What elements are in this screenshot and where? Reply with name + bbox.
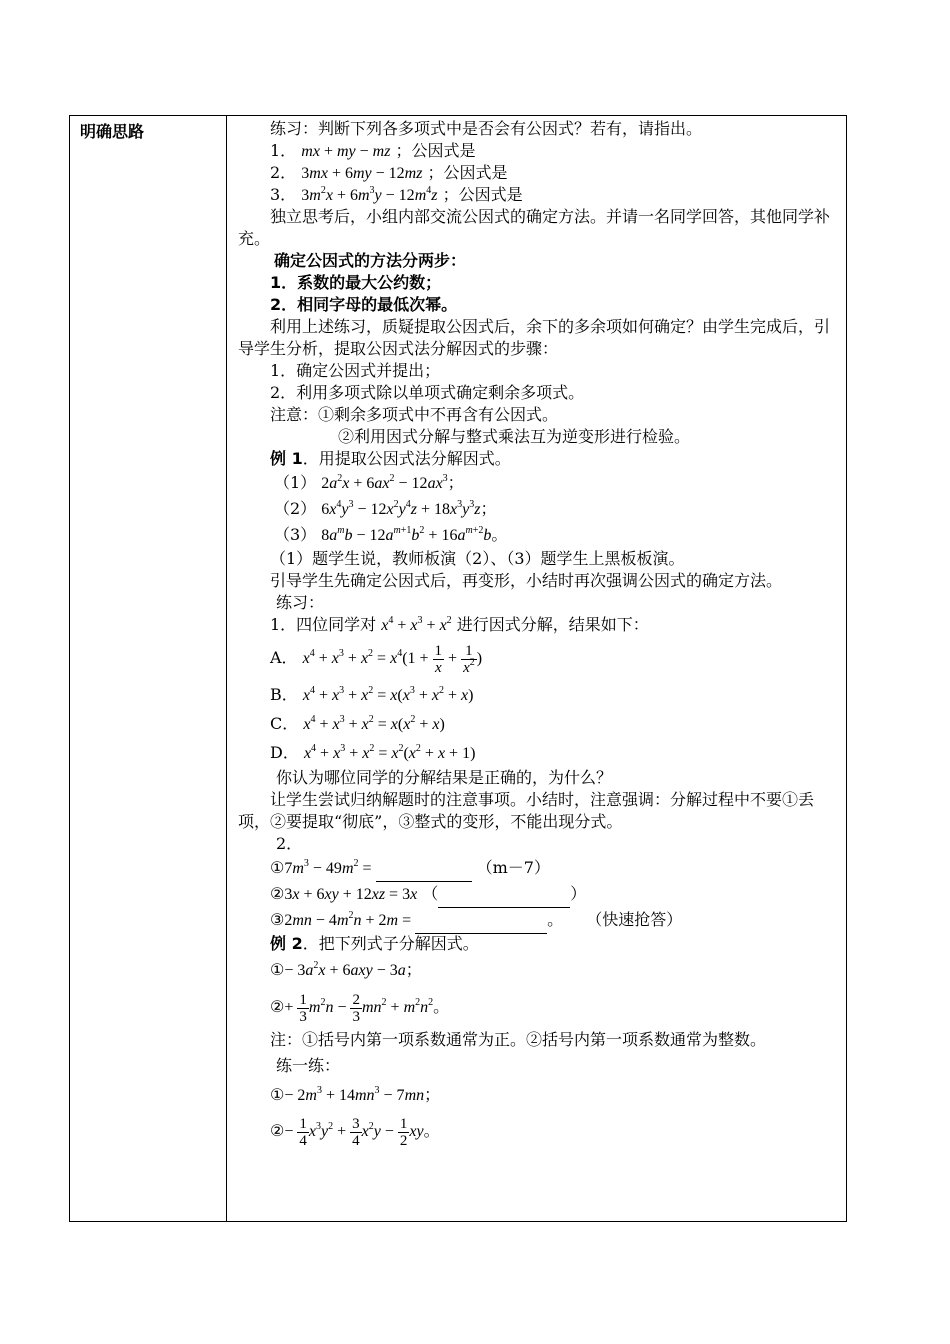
drill-item-2: ②− $\frac{1}{4}$ $x^3y^2$ + $\frac{3}{4}$ $x^2y$ − $\frac{1}{2}$ xy。 bbox=[270, 1115, 440, 1149]
example1-guide: 引导学生先确定公因式后，再变形，小结时再次强调公因式的确定方法。 bbox=[270, 571, 783, 590]
example1-item-1: （1） $2a^2x + 6ax^2 - 12ax^3$； bbox=[274, 473, 464, 492]
lesson-table bbox=[69, 115, 847, 1222]
example1-item-3: （3） $8a^mb - 12a^{m+1}b^2 + 16a^{m+2}b$。 bbox=[274, 525, 508, 544]
drill-title: 练一练： bbox=[276, 1056, 341, 1075]
practice2-question: 你认为哪位同学的分解结果是正确的，为什么？ bbox=[276, 768, 613, 787]
q2-item-3: ③2mn − $4m^2n + 2m$ = 。 （快速抢答） bbox=[238, 907, 838, 933]
drill-item-1: ①− $2m^3 + 14mn^3 - 7mn$； bbox=[270, 1085, 441, 1104]
q2-item-1: $①7m^3 - 49m^2 = (m-7)$ bbox=[238, 855, 838, 881]
discussion-text: 独立思考后，小组内部交流公因式的确定方法。并请一名同学回答，其他同学补充。 bbox=[238, 207, 831, 248]
option-d: D． $x^4 + x^3 + x^2 = x^2(x^2 + x + 1)$ bbox=[270, 743, 476, 762]
method-step-2: 2．相同字母的最低次幂。 bbox=[270, 295, 458, 314]
note-1: 注意：①剩余多项式中不再含有公因式。 bbox=[270, 405, 559, 424]
example1-heading: 例 1．用提取公因式法分解因式。 bbox=[270, 449, 511, 468]
method-title: 确定公因式的方法分两步： bbox=[274, 251, 467, 270]
practice2-q1: 1．四位同学对 $x^4 + x^3 + x^2$ 进行因式分解，结果如下： bbox=[270, 615, 649, 634]
q2-item-2: ②3x + 6xy + 12xz = 3x （ ） bbox=[238, 881, 838, 907]
practice2-title: 练习： bbox=[276, 593, 325, 612]
practice1-item-3: 3． $3m^2x + 6m^3y - 12m^4z$ ；公因式是 bbox=[270, 185, 523, 204]
factor-step-1: 1．确定公因式并提出； bbox=[270, 361, 441, 380]
option-a: A． $x^4 + x^3 + x^2 = x^4(1$ + $\frac{1}{x}$ + $\frac{1}{x^2}$ ) bbox=[270, 642, 483, 676]
lesson-content bbox=[238, 118, 838, 1153]
note2-text: 注：①括号内第一项系数通常为正。②括号内第一项系数通常为整数。 bbox=[270, 1030, 767, 1049]
guide-text: 利用上述练习，质疑提取公因式后，余下的多余项如何确定？由学生完成后，引导学生分析，提取公因式法分解因式的步骤： bbox=[238, 317, 831, 358]
example2-item-2: ②+ $\frac{1}{3}$ $m^2n$ − $\frac{2}{3}$ $mn^2 + m^2n^2$。 bbox=[270, 991, 450, 1025]
practice2-summary: 让学生尝试归纳解题时的注意事项。小结时，注意强调：分解过程中不要①丢项，②要提取“彻底”，③整式的变形，不能出现分式。 bbox=[238, 790, 815, 831]
section-label: 明确思路 bbox=[80, 122, 145, 141]
option-c: C． $x^4 + x^3 + x^2 = x(x^2 + x)$ bbox=[270, 714, 445, 733]
practice1-item-1: 1． mx + my − mz ；公因式是 bbox=[270, 141, 476, 160]
column-divider bbox=[226, 116, 227, 1221]
example1-note: （1）题学生说，教师板演（2）、（3）题学生上黑板板演。 bbox=[270, 549, 685, 568]
example2-item-1: ①− $3a^2x + 6axy - 3a$； bbox=[270, 960, 422, 979]
note-2: ②利用因式分解与整式乘法互为逆变形进行检验。 bbox=[338, 427, 691, 446]
example1-item-2: （2） $6x^4y^3 - 12x^2y^4z + 18x^3y^3z$； bbox=[274, 499, 497, 518]
option-b: B． $x^4 + x^3 + x^2 = x(x^3 + x^2 + x)$ bbox=[270, 685, 474, 704]
practice2-q2: 2． bbox=[276, 834, 303, 853]
factor-step-2: 2．利用多项式除以单项式确定剩余多项式。 bbox=[270, 383, 585, 402]
method-step-1: 1．系数的最大公约数； bbox=[270, 273, 442, 292]
practice1-intro: 练习：判断下列各多项式中是否会有公因式？若有，请指出。 bbox=[270, 119, 703, 138]
example2-heading: 例 2．把下列式子分解因式。 bbox=[270, 934, 479, 953]
practice1-item-2: 2． 3mx + 6my − 12mz ；公因式是 bbox=[270, 163, 508, 182]
